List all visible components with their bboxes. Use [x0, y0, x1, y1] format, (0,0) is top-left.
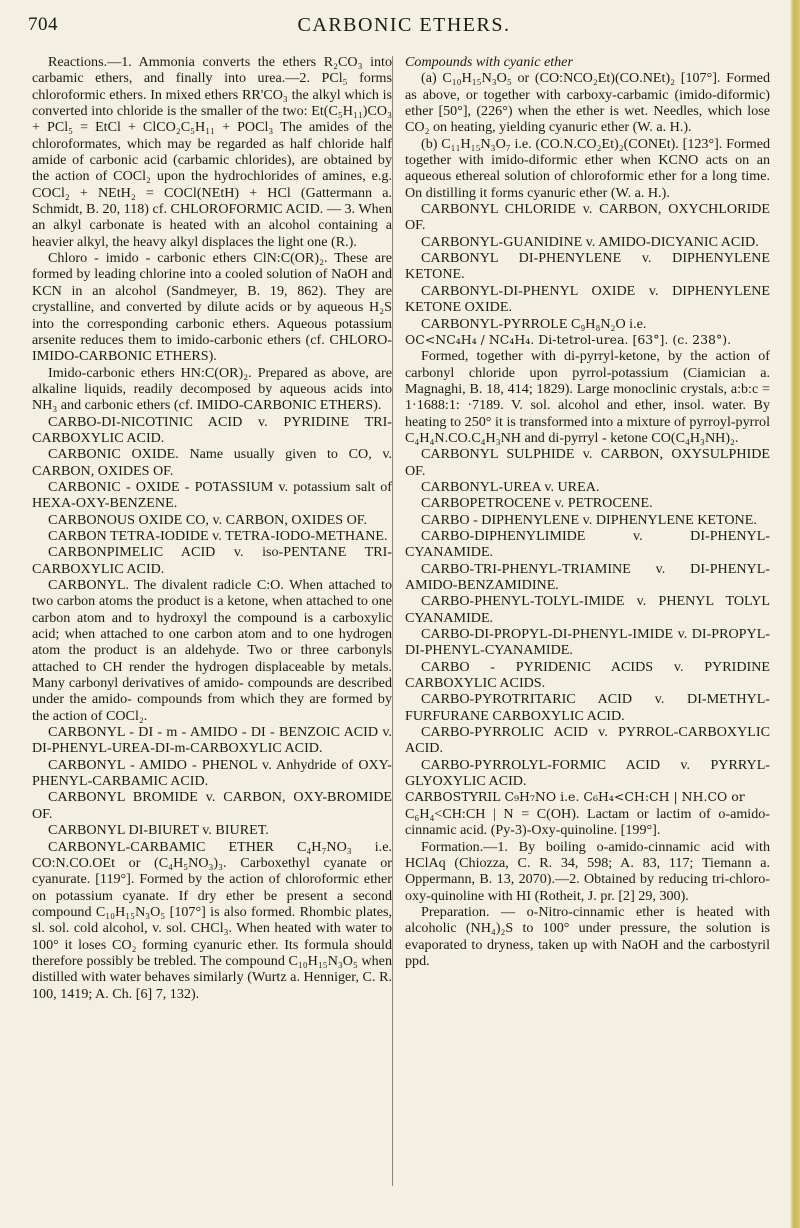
entry: CARBO-DIPHENYLIMIDE v. DI-PHENYL-CYANAMIDE.: [405, 527, 770, 561]
entry: CARBO - DIPHENYLENE v. DIPHENYLENE KETONE.: [421, 511, 757, 528]
running-head: CARBONIC ETHERS.: [297, 14, 511, 36]
paragraph: Reactions.—1. Ammonia converts the ethers R₂CO₃ into carbamic ethers, and finally into urea.—2. PCl₅ forms chloroformic ethers. In mixed ethers RR'CO₃ the alkyl which is converted into chloride is the smaller of the two: Et(C₅H₁₁)CO₃ + PCl₅ = EtCl + ClCO₂C₅H₁₁ + POCl₃ The amides of the chloroformates, which may be regarded as half chloride half amide of carbonic acid (carbamic chlorides), are obtained by the action of COCl₂ upon the hydrochlorides of amines, e.g. COCl₂ + NEtH₂ = COCl(NEtH) + HCl (Gattermann a. Schmidt, B. 20, 118) cf. CHLOROFORMIC ACID. — 3. When an alkyl carbonate is heated with an alcohol containing a heavier alkyl, the heavy alkyl displaces the light one (R.).: [32, 54, 392, 250]
entry: CARBONYL-PYRROLE C₉H₈N₂O i.e.: [421, 315, 647, 332]
entry: CARBO-DI-NICOTINIC ACID v. PYRIDINE TRI-CARBOXYLIC ACID.: [32, 413, 392, 446]
page-number: 704: [28, 14, 58, 35]
paragraph: (b) C₁₁H₁₅N₃O₇ i.e. (CO.N.CO₂Et)₂(CONEt). [123°]. Formed together with imido-diformic ether when KCNO acts on an aqueous ethereal solution of chloroformic ether for a long time. On distilling it forms cyanuric ether (W. a. H.).: [405, 135, 770, 201]
entry: CARBO-TRI-PHENYL-TRIAMINE v. DI-PHENYL-AMIDO-BENZAMIDINE.: [405, 560, 770, 593]
entry: CARBONYL CHLORIDE v. CARBON, OXYCHLORIDE OF.: [405, 201, 770, 234]
entry: CARBO - PYRIDENIC ACIDS v. PYRIDINE CARBOXYLIC ACIDS.: [405, 658, 770, 692]
entry: CARBONYL BROMIDE v. CARBON, OXY-BROMIDE OF.: [32, 789, 392, 822]
entry: CARBOPETROCENE v. PETROCENE.: [421, 495, 653, 512]
entry: CARBONYL DI-PHENYLENE v. DIPHENYLENE KETONE.: [405, 250, 770, 283]
entry: CARBON TETRA-IODIDE v. TETRA-IODO-METHANE.: [48, 527, 388, 544]
entry: CARBO-PYRROLIC ACID v. PYRROL-CARBOXYLIC ACID.: [405, 724, 770, 757]
entry: CARBONPIMELIC ACID v. iso-PENTANE TRI-CARBOXYLIC ACID.: [32, 544, 392, 577]
structural-formula: CARBOSTYRIL C₉H₇NO i.e. C₆H₄<CH:CH | NH.CO or: [405, 789, 745, 805]
paragraph: (a) C₁₀H₁₅N₃O₅ or (CO:NCO₂Et)(CO.NEt)₂ [107°]. Formed as above, or together with carboxy-carbamic (imido-diformic) ether [50°], (226°) when the ether is wet. Needles, which lose CO₂ on heating, yielding cyanuric ether (W. a. H.).: [405, 70, 770, 136]
entry: CARBONYL-UREA v. UREA.: [421, 478, 600, 495]
entry: CARBONYL - AMIDO - PHENOL v. Anhydride of OXY-PHENYL-CARBAMIC ACID.: [32, 756, 392, 790]
entry: CARBO-PYRROLYL-FORMIC ACID v. PYRRYL-GLYOXYLIC ACID.: [405, 756, 770, 790]
paragraph: Formation.—1. By boiling o-amido-cinnamic acid with HClAq (Chiozza, C. R. 34, 598; A. 83, 117; Tiemann a. Oppermann, B. 13, 2070).—2. Obtained by reducing tri-chloro-oxy-quinoline with HI (Rotheit, J. pr. [2] 29, 300).: [405, 838, 770, 904]
entry: CARBONYL SULPHIDE v. CARBON, OXYSULPHIDE OF.: [405, 446, 770, 479]
entry: CARBO-PYROTRITARIC ACID v. DI-METHYL-FURFURANE CARBOXYLIC ACID.: [405, 691, 770, 724]
left-column: [32, 54, 392, 1002]
entry: CARBONYL DI-BIURET v. BIURET.: [48, 822, 269, 839]
paragraph: Preparation. — o-Nitro-cinnamic ether is heated with alcoholic (NH₄)₂S to 100° under pressure, the solution is evaporated to dryness, taken up with NaOH and the carbostyril ppd.: [405, 903, 770, 969]
paragraph: Formed, together with di-pyrryl-ketone, by the action of carbonyl chloride upon pyrrol-potassium (Ciamician a. Magnaghi, B. 18, 414; 1829). Large monoclinic crystals, a:b:c = 1·1688:1: ·7189. V. sol. alcohol and ether, insol. water. By heating to 250° it is transformed into a mixture of pyrroyl-pyrrol C₄H₄N.CO.C₄H₃NH and di-pyrryl - ketone CO(C₄H₃NH)₂.: [405, 348, 770, 446]
entry: CARBONYL-DI-PHENYL OXIDE v. DIPHENYLENE KETONE OXIDE.: [405, 282, 770, 316]
structural-formula: OC<NC₄H₄ / NC₄H₄. Di-tetrol-urea. [63°]. (c. 238°).: [405, 331, 732, 347]
column-divider: [392, 56, 393, 1186]
structural-formula: C₆H₄<CH:CH | N = C(OH). Lactam or lactim of o-amido-cinnamic acid. (Py-3)-Oxy-quinoline. [199°].: [405, 805, 770, 839]
entry: CARBO-DI-PROPYL-DI-PHENYL-IMIDE v. DI-PROPYL-DI-PHENYL-CYANAMIDE.: [405, 626, 770, 659]
entry: CARBONYL-GUANIDINE v. AMIDO-DICYANIC ACID.: [421, 233, 759, 250]
entry: CARBONIC OXIDE. Name usually given to CO, v. CARBON, OXIDES OF.: [32, 446, 392, 479]
entry: CARBONIC - OXIDE - POTASSIUM v. potassium salt of HEXA-OXY-BENZENE.: [32, 478, 392, 512]
right-column: [405, 54, 770, 969]
paragraph: Chloro - imido - carbonic ethers ClN:C(OR)₂. These are formed by leading chlorine into a cooled solution of NaOH and KCN in an alcohol (Sandmeyer, B. 19, 862). They are crystalline, and converted by dilute acids or by aqueous H₂S into the corresponding carbonic ethers. Aqueous potassium arsenite reduces them to imido-carbonic ethers (cf. CHLORO-IMIDO-CARBONIC ETHERS).: [32, 250, 392, 365]
paragraph: Imido-carbonic ethers HN:C(OR)₂. Prepared as above, are alkaline liquids, readily decomposed by aqueous acids into NH₃ and carbonic ethers (cf. IMIDO-CARBONIC ETHERS).: [32, 364, 392, 414]
entry: CARBONYL. The divalent radicle C:O. When attached to two carbon atoms the product is a ketone, when attached to one carbon atom and to hydroxyl the compound is a carboxylic acid; when attached to one carbon atom and to one hydrogen atom the product is an aldehyde. Two or three carbonyls attached to CH render the hydrogen displaceable by metals. Many carbonyl derivatives of amido- compounds are described under the amido- compounds from which they are formed by the action of COCl₂.: [32, 577, 392, 724]
page-edge: [790, 0, 800, 1228]
entry: CARBONYL - DI - m - AMIDO - DI - BENZOIC ACID v. DI-PHENYL-UREA-DI-m-CARBOXYLIC ACID.: [32, 724, 392, 757]
page-header: [28, 14, 780, 40]
section-heading: Compounds with cyanic ether: [405, 54, 573, 70]
entry: CARBONYL-CARBAMIC ETHER C₄H₇NO₃ i.e. CO:N.CO.OEt or (C₄H₅NO₃)₃. Carboxethyl cyanate or cyanurate. [119°]. Formed by the action of chloroformic ether on potassium cyanate. If dry ether be present a second compound C₁₀H₁₅N₃O₅ [107°] is also formed. Rhombic plates, sl. sol. cold alcohol, v. sol. CHCl₃. When heated with water to 100° it loses CO₂ forming cyanuric ether. Its formula should therefore possibly be trebled. The compound C₁₀H₁₅N₃O₅ when distilled with water behaves similarly (Wurtz a. Henniger, C. R. 100, 1419; A. Ch. [6] 7, 132).: [32, 838, 392, 1002]
entry: CARBO-PHENYL-TOLYL-IMIDE v. PHENYL TOLYL CYANAMIDE.: [405, 593, 770, 626]
entry: CARBONOUS OXIDE CO, v. CARBON, OXIDES OF.: [48, 511, 368, 528]
